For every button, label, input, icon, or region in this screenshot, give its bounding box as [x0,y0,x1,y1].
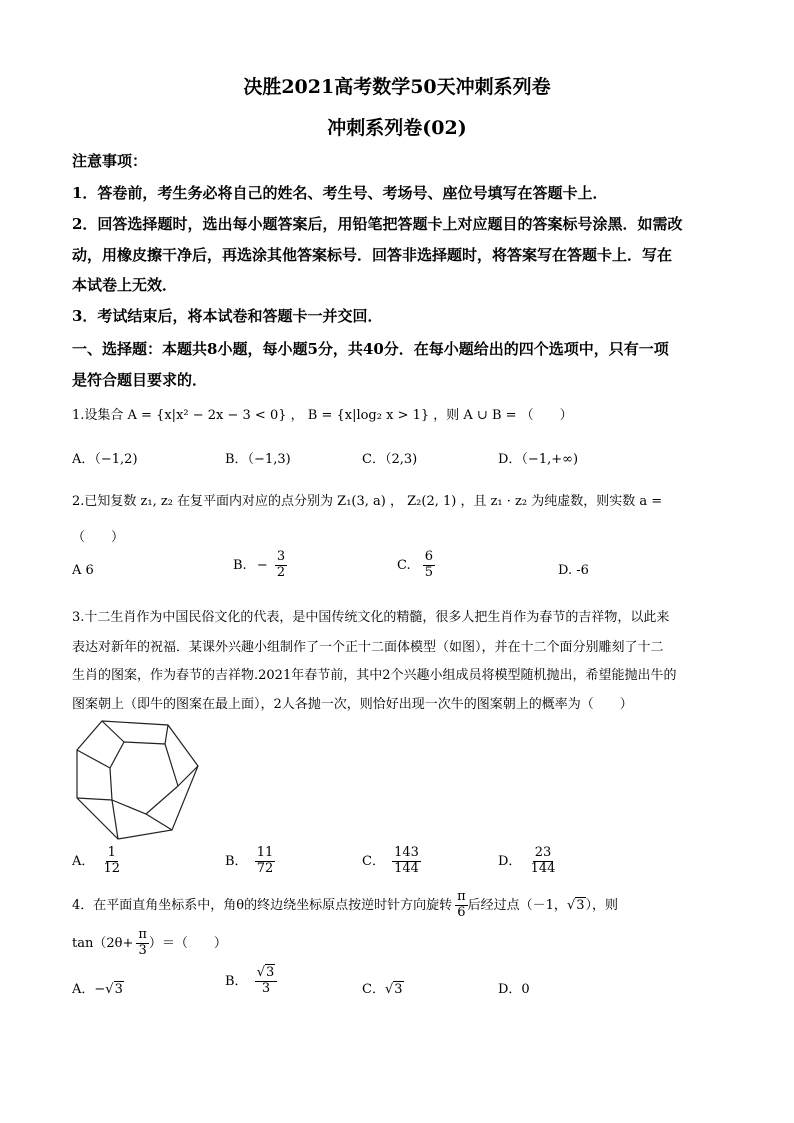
option-label: C． [362,982,385,997]
question-2-option-d: D. -6 [558,563,589,578]
fraction-numerator: 143 [394,845,419,860]
question-1-option-d: D．（−1,+∞) [498,452,579,467]
question-4-stem-part3: ），则 [585,897,619,913]
exam-title: 决胜2021高考数学50天冲刺系列卷 [243,76,551,98]
notice-item-2-line1: 2．回答选择题时，选出每小题答案后，用铅笔把答题卡上对应题目的答案标号涂黑．如需改 [72,215,683,233]
question-3-option-a [72,846,122,877]
notice-item-1: 1．答卷前，考生务必将自己的姓名、考生号、考场号、座位号填写在答题卡上． [72,184,608,202]
radicand: 3 [576,897,585,913]
fraction-numerator: 11 [256,845,274,860]
question-4-option-c: C．√3 [362,982,403,997]
question-4-line2-part2: ）＝（ ） [148,935,227,951]
question-2-option-b [233,550,287,581]
question-4-option-d: D．0 [498,982,530,997]
fraction-numerator: 23 [534,845,552,860]
fraction-denominator: 72 [256,860,274,876]
fraction [529,846,558,877]
question-3-line1: 3.十二生肖作为中国民俗文化的代表，是中国传统文化的精髓，很多人把生肖作为春节的吉祥物，以此来 [72,610,670,625]
option-label: A． [72,853,95,869]
question-1-option-a: A．（−1,2) [72,452,138,467]
notice-item-3: 3．考试结束后，将本试卷和答题卡一并交回． [72,307,383,325]
fraction-numerator: 1 [107,845,116,860]
fraction-denominator: 5 [424,564,434,580]
fraction-denominator: 3 [261,980,271,996]
option-label: A． [72,982,95,997]
fraction-numerator: π [457,889,466,904]
question-1-stem: 1.设集合 A = {x|x² − 2x − 3 < 0} ， B = {x|log₂ x > 1} ，则 A ∪ B = （ ） [72,408,573,423]
question-2-option-a: A 6 [72,563,94,578]
question-2-option-c [397,550,435,581]
fraction [423,550,435,581]
option-label: D． [498,853,522,869]
fraction [392,846,421,877]
notice-item-2-line2: 动，用橡皮擦干净后，再选涂其他答案标号．回答非选择题时，将答案写在答题卡上．写在 [72,246,673,264]
fraction-denominator: 6 [457,904,466,920]
fraction-denominator: 144 [394,860,419,876]
fraction-denominator: 3 [138,942,147,958]
question-2-stem: 2.已知复数 z₁, z₂ 在复平面内对应的点分别为 Z₁(3, a) ， Z₂(2, 1) ，且 z₁ · z₂ 为纯虚数，则实数 a = [72,494,663,509]
question-4-option-a: A．−√3 [72,982,123,997]
fraction-numerator: π [138,927,147,942]
fraction [136,928,149,959]
question-3-line4: 图案朝上（即牛的图案在最上面），2人各抛一次，则恰好出现一次牛的图案朝上的概率为（ ） [72,697,633,712]
fraction [255,966,278,997]
question-3-option-d [498,846,557,877]
notice-item-2-line3: 本试卷上无效． [72,276,178,294]
section-heading-line1: 一、选择题：本题共8小题，每小题5分，共40分．在每小题给出的四个选项中，只有一项 [72,340,669,358]
fraction [255,846,276,877]
radicand: 3 [114,982,123,997]
question-4-stem: 4．在平面直角坐标系中，角θ的终边绕坐标原点按逆时针方向旋转 $\frac{\pi}{6}$ 后经过点（－1，√3），则 [72,889,619,920]
dodecahedron-figure [72,718,202,840]
question-3-line3: 生肖的图案，作为春节的吉祥物.2021年春节前，其中2个兴趣小组成员将模型随机抛出，希望能抛出牛的 [72,668,677,683]
option-label: B. [233,557,247,573]
option-label: B． [225,973,248,989]
question-1-option-c: C．（2,3) [362,452,418,467]
fraction [275,550,287,581]
question-4-stem-part1: 4．在平面直角坐标系中，角θ的终边绕坐标原点按逆时针方向旋转 [72,897,453,913]
question-3-option-c [362,846,421,877]
exam-subtitle: 冲刺系列卷(02) [327,117,467,139]
question-3-line2: 表达对新年的祝福．某课外兴趣小组制作了一个正十二面体模型（如图），并在十二个面分别雕刻了十二 [72,640,664,655]
radicand: 3 [266,965,275,980]
fraction-numerator: 3 [276,549,286,564]
option-label: C． [362,853,385,869]
fraction-numerator: √3 [255,966,278,982]
radicand: 3 [394,982,403,997]
notice-heading: 注意事项： [72,152,148,170]
rotation-fraction [455,890,468,921]
question-2-stem-continued: （ ） [72,530,125,545]
fraction-denominator: 2 [276,564,286,580]
question-4-stem-part2: 后经过点（－1， [467,897,567,913]
question-3-option-b [225,846,275,877]
question-4-option-b [225,966,277,997]
section-heading-line2: 是符合题目要求的． [72,371,208,389]
fraction-denominator: 144 [530,860,556,876]
question-4-line2 [72,928,227,959]
question-4-line2-part1: tan（2θ+ [72,935,134,951]
option-label: B． [225,853,248,869]
minus-sign: − [94,982,106,997]
fraction-numerator: 6 [424,549,434,564]
fraction [102,846,123,877]
question-1-option-b: B．（−1,3) [225,452,291,467]
fraction-denominator: 12 [103,860,121,876]
option-label: C. [397,557,411,573]
minus-sign: − [256,557,268,573]
